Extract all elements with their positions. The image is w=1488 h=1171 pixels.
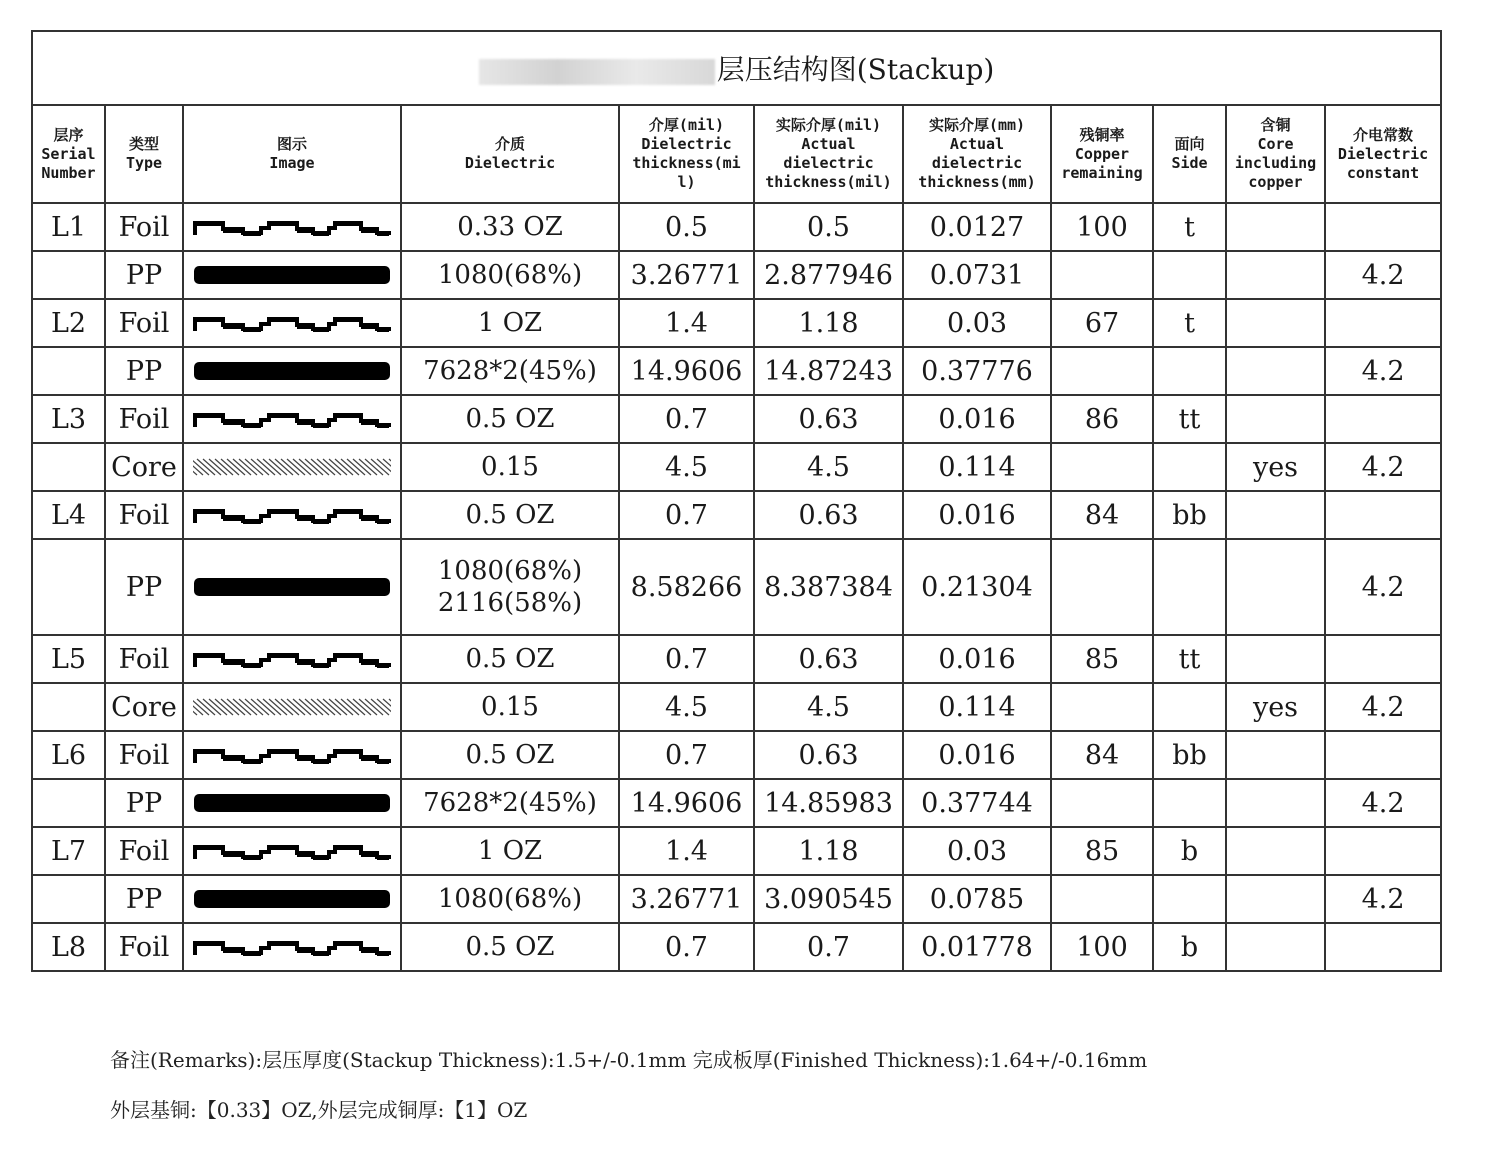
header-core-incl-copper [1226,105,1325,203]
cell-serial: L5 [32,635,105,683]
cell-dk [1325,299,1441,347]
cell-dk: 4.2 [1325,875,1441,923]
remarks-line-1: 备注(Remarks):层压厚度(Stackup Thickness):1.5+/-0.1mm 完成板厚(Finished Thickness):1.64+/-0.16mm [110,1048,1148,1072]
cell-image [183,779,401,827]
header-serial [32,105,105,203]
cell-copper-remaining: 100 [1051,203,1153,251]
cell-side: t [1153,299,1226,347]
cell-copper-remaining: 85 [1051,827,1153,875]
cell-thickness-mil: 4.5 [619,443,754,491]
cell-actual-mil: 0.63 [754,395,903,443]
cell-actual-mil: 0.63 [754,491,903,539]
cell-actual-mm: 0.21304 [903,539,1051,635]
header-line: Actual [949,135,1005,153]
cell-core-incl-copper [1226,347,1325,395]
dielectric-line: 2116(58%) [437,588,583,618]
header-line: 介质 [494,135,525,153]
cell-copper-remaining [1051,683,1153,731]
cell-core-incl-copper [1226,491,1325,539]
cell-dielectric: 0.5 OZ [401,923,619,971]
cell-core-incl-copper [1226,299,1325,347]
cell-core-incl-copper [1226,203,1325,251]
cell-thickness-mil: 0.7 [619,923,754,971]
header-type [105,105,183,203]
header-line: 含铜 [1260,116,1291,134]
cell-type: PP [105,779,183,827]
cell-thickness-mil: 0.7 [619,731,754,779]
cell-side: tt [1153,395,1226,443]
prepreg-layer-icon [193,889,391,909]
cell-copper-remaining: 67 [1051,299,1153,347]
cell-actual-mil: 1.18 [754,299,903,347]
header-image [183,105,401,203]
cell-core-incl-copper [1226,635,1325,683]
header-line: remaining [1061,163,1143,182]
header-line: Copper [1074,144,1130,163]
header-line: 类型 [128,135,159,153]
cell-dk: 4.2 [1325,251,1441,299]
cell-side: b [1153,827,1226,875]
header-line: thickness(mm) [918,173,1036,191]
cell-type: Core [105,443,183,491]
core-layer-icon [193,697,391,717]
cell-serial [32,251,105,299]
cell-dielectric: 0.5 OZ [401,395,619,443]
table-row [32,443,1441,491]
cell-image [183,683,401,731]
header-line: 残铜率 [1079,125,1125,144]
cell-thickness-mil: 0.7 [619,635,754,683]
cell-actual-mm: 0.37744 [903,779,1051,827]
header-dielectric [401,105,619,203]
cell-actual-mm: 0.01778 [903,923,1051,971]
cell-thickness-mil: 0.5 [619,203,754,251]
header-line: 实际介厚(mil) [775,116,882,134]
cell-type: PP [105,875,183,923]
header-line: thickness(mi [632,154,741,172]
cell-image [183,299,401,347]
cell-side [1153,779,1226,827]
cell-type: Foil [105,731,183,779]
header-line: 介厚(mil) [648,116,725,134]
table-row [32,635,1441,683]
cell-side [1153,347,1226,395]
cell-core-incl-copper [1226,395,1325,443]
cell-thickness-mil: 0.7 [619,395,754,443]
cell-actual-mm: 0.03 [903,827,1051,875]
header-line: Dielectric [641,135,732,153]
cell-actual-mil: 4.5 [754,683,903,731]
cell-image [183,443,401,491]
cell-thickness-mil: 3.26771 [619,251,754,299]
table-title-text: 层压结构图(Stackup) [716,53,995,86]
foil-layer-icon [193,313,391,333]
prepreg-layer-icon [193,265,391,285]
cell-serial: L2 [32,299,105,347]
table-row [32,779,1441,827]
cell-dk: 4.2 [1325,539,1441,635]
cell-type: Foil [105,923,183,971]
foil-layer-icon [193,841,391,861]
cell-image [183,491,401,539]
cell-serial: L8 [32,923,105,971]
cell-dielectric: 1 OZ [401,299,619,347]
cell-copper-remaining: 84 [1051,731,1153,779]
cell-thickness-mil: 14.9606 [619,347,754,395]
table-row [32,827,1441,875]
header-line: Actual [801,135,856,153]
cell-serial: L3 [32,395,105,443]
cell-image [183,203,401,251]
cell-actual-mm: 0.37776 [903,347,1051,395]
cell-dielectric: 0.5 OZ [401,491,619,539]
header-line: Number [41,163,96,182]
header-line: 面向 [1174,135,1205,153]
cell-actual-mm: 0.016 [903,491,1051,539]
table-row [32,491,1441,539]
cell-actual-mm: 0.114 [903,683,1051,731]
cell-copper-remaining: 86 [1051,395,1153,443]
header-copper-remaining [1051,105,1153,203]
cell-core-incl-copper [1226,251,1325,299]
cell-image [183,875,401,923]
cell-serial: L7 [32,827,105,875]
foil-layer-icon [193,217,391,237]
header-dk [1325,105,1441,203]
cell-image [183,251,401,299]
cell-thickness-mil: 0.7 [619,491,754,539]
cell-image [183,347,401,395]
header-line: copper [1248,173,1303,191]
cell-image [183,635,401,683]
header-actual-mil [754,105,903,203]
cell-actual-mil: 1.18 [754,827,903,875]
header-line: Type [125,154,163,172]
header-side [1153,105,1226,203]
stackup-table [31,30,1442,972]
cell-actual-mil: 0.63 [754,731,903,779]
remarks-line-2: 外层基铜:【0.33】OZ,外层完成铜厚:【1】OZ [110,1098,528,1122]
prepreg-layer-icon [193,793,391,813]
cell-actual-mm: 0.03 [903,299,1051,347]
cell-serial: L4 [32,491,105,539]
foil-layer-icon [193,505,391,525]
cell-dielectric: 7628*2(45%) [401,347,619,395]
cell-dk [1325,827,1441,875]
cell-type: Foil [105,635,183,683]
cell-image [183,731,401,779]
cell-actual-mm: 0.016 [903,395,1051,443]
cell-dk: 4.2 [1325,347,1441,395]
header-line: Serial [41,144,96,163]
cell-side: bb [1153,491,1226,539]
foil-layer-icon [193,409,391,429]
cell-copper-remaining [1051,443,1153,491]
header-line: constant [1346,163,1420,182]
cell-type: Foil [105,203,183,251]
cell-serial: L6 [32,731,105,779]
cell-serial [32,539,105,635]
cell-side [1153,539,1226,635]
cell-thickness-mil: 14.9606 [619,779,754,827]
cell-actual-mil: 3.090545 [754,875,903,923]
header-line: Core [1257,135,1294,153]
table-body [32,203,1441,971]
table-row [32,683,1441,731]
cell-actual-mil: 8.387384 [754,539,903,635]
cell-dk [1325,923,1441,971]
foil-layer-icon [193,745,391,765]
cell-side [1153,683,1226,731]
cell-dielectric: 0.5 OZ [401,635,619,683]
cell-dk: 4.2 [1325,443,1441,491]
cell-type: Foil [105,395,183,443]
cell-actual-mil: 14.85983 [754,779,903,827]
header-line: l) [677,173,696,191]
cell-copper-remaining [1051,251,1153,299]
cell-dielectric: 1 OZ [401,827,619,875]
dielectric-line: 1080(68%) [437,556,583,586]
cell-dk: 4.2 [1325,779,1441,827]
table-row [32,395,1441,443]
foil-layer-icon [193,649,391,669]
table-row [32,875,1441,923]
cell-actual-mm: 0.016 [903,731,1051,779]
cell-thickness-mil: 3.26771 [619,875,754,923]
cell-side [1153,875,1226,923]
header-line: including [1234,154,1317,172]
cell-core-incl-copper [1226,827,1325,875]
cell-dielectric: 0.5 OZ [401,731,619,779]
cell-thickness-mil: 1.4 [619,299,754,347]
cell-thickness-mil: 4.5 [619,683,754,731]
cell-actual-mm: 0.016 [903,635,1051,683]
table-row [32,347,1441,395]
cell-actual-mm: 0.0731 [903,251,1051,299]
cell-type: Core [105,683,183,731]
cell-dielectric: 1080(68%) [401,251,619,299]
table-row [32,299,1441,347]
cell-copper-remaining [1051,539,1153,635]
cell-actual-mil: 4.5 [754,443,903,491]
core-layer-icon [193,457,391,477]
cell-dielectric [401,539,619,635]
cell-actual-mil: 0.7 [754,923,903,971]
table-row [32,539,1441,635]
header-row [32,105,1441,203]
cell-dielectric: 0.15 [401,683,619,731]
cell-actual-mm: 0.0785 [903,875,1051,923]
cell-dielectric: 7628*2(45%) [401,779,619,827]
cell-thickness-mil: 8.58266 [619,539,754,635]
cell-dielectric: 0.33 OZ [401,203,619,251]
cell-side [1153,443,1226,491]
cell-copper-remaining: 84 [1051,491,1153,539]
foil-layer-icon [193,937,391,957]
header-line: dielectric [931,154,1023,172]
cell-core-incl-copper: yes [1226,443,1325,491]
table-title [32,31,1441,105]
cell-actual-mil: 2.877946 [754,251,903,299]
cell-core-incl-copper [1226,779,1325,827]
cell-type: PP [105,347,183,395]
cell-image [183,923,401,971]
cell-side: tt [1153,635,1226,683]
cell-actual-mil: 14.87243 [754,347,903,395]
cell-core-incl-copper [1226,539,1325,635]
cell-dk [1325,635,1441,683]
cell-copper-remaining: 85 [1051,635,1153,683]
table-row [32,251,1441,299]
cell-image [183,827,401,875]
cell-dielectric: 1080(68%) [401,875,619,923]
redacted-part-number [479,59,715,85]
cell-serial [32,779,105,827]
cell-side: t [1153,203,1226,251]
header-line: Dielectric [464,154,556,172]
header-line: dielectric [783,154,874,172]
cell-image [183,395,401,443]
cell-actual-mil: 0.5 [754,203,903,251]
header-line: 实际介厚(mm) [928,116,1026,134]
cell-dk: 4.2 [1325,683,1441,731]
cell-serial [32,875,105,923]
cell-serial: L1 [32,203,105,251]
cell-dk [1325,731,1441,779]
cell-dk [1325,395,1441,443]
header-line: 介电常数 [1353,125,1414,144]
stackup-sheet [31,30,1440,972]
cell-type: Foil [105,827,183,875]
table-row [32,203,1441,251]
cell-side [1153,251,1226,299]
cell-serial [32,683,105,731]
cell-copper-remaining [1051,875,1153,923]
header-line: 图示 [276,135,307,153]
cell-actual-mil: 0.63 [754,635,903,683]
cell-image [183,539,401,635]
prepreg-layer-icon [193,361,391,381]
cell-core-incl-copper [1226,875,1325,923]
cell-side: bb [1153,731,1226,779]
cell-type: PP [105,251,183,299]
header-line: Image [269,154,315,172]
cell-copper-remaining: 100 [1051,923,1153,971]
cell-copper-remaining [1051,347,1153,395]
cell-copper-remaining [1051,779,1153,827]
header-line: thickness(mil) [765,173,892,191]
header-thickness-mil [619,105,754,203]
cell-type: Foil [105,299,183,347]
header-actual-mm [903,105,1051,203]
cell-actual-mm: 0.0127 [903,203,1051,251]
cell-dk [1325,491,1441,539]
cell-core-incl-copper [1226,923,1325,971]
cell-dk [1325,203,1441,251]
cell-side: b [1153,923,1226,971]
cell-core-incl-copper: yes [1226,683,1325,731]
cell-actual-mm: 0.114 [903,443,1051,491]
header-line: Dielectric [1337,144,1429,163]
prepreg-layer-icon [193,577,391,597]
cell-dielectric: 0.15 [401,443,619,491]
cell-type: PP [105,539,183,635]
table-row [32,731,1441,779]
cell-serial [32,347,105,395]
cell-serial [32,443,105,491]
cell-thickness-mil: 1.4 [619,827,754,875]
cell-core-incl-copper [1226,731,1325,779]
header-line: Side [1171,154,1208,172]
table-row [32,923,1441,971]
cell-type: Foil [105,491,183,539]
header-line: 层序 [53,125,84,144]
